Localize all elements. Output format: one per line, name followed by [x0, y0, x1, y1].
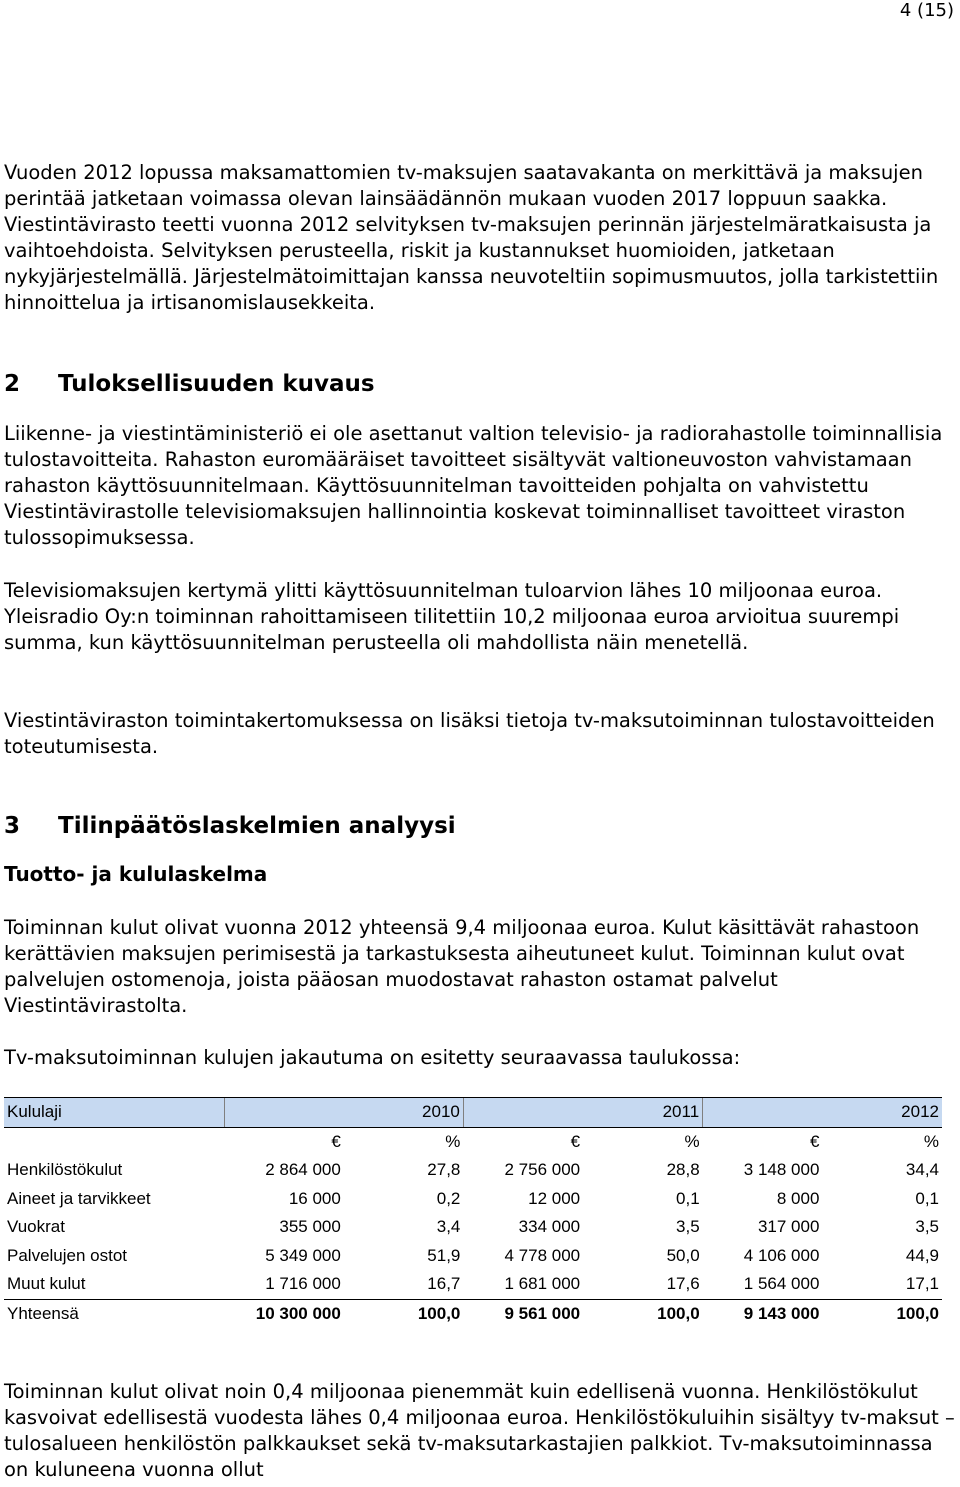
unit-euro: €: [331, 1131, 341, 1151]
table-cell: 2 756 000: [504, 1160, 581, 1180]
table-row: [4, 1185, 942, 1214]
table-cell: 50,0: [666, 1245, 700, 1265]
table-row: [4, 1213, 942, 1242]
unit-percent: %: [445, 1131, 461, 1151]
table-cell: 4 778 000: [504, 1245, 581, 1265]
page-number: 4 (15): [899, 0, 954, 21]
section-3-heading: [4, 812, 456, 840]
table-cell: 28,8: [666, 1160, 700, 1180]
table-row: [4, 1270, 942, 1299]
table-cell: 0,1: [915, 1188, 939, 1208]
unit-percent: %: [684, 1131, 700, 1151]
header-year-2010: 2010: [224, 1098, 463, 1128]
section-2-paragraph-3: Viestintäviraston toimintakertomuksessa on lisäksi tietoja tv-maksutoiminnan tulostavoitteiden toteutumisesta.: [4, 709, 935, 758]
total-cell: 9 143 000: [703, 1299, 823, 1328]
total-label: Yhteensä: [4, 1299, 224, 1328]
row-label: Aineet ja tarvikkeet: [7, 1188, 151, 1208]
table-row: [4, 1156, 942, 1185]
table-cell: 17,1: [905, 1274, 939, 1294]
table-cell: 3,5: [676, 1217, 700, 1237]
header-year-2012: 2012: [703, 1098, 942, 1128]
total-cell: 100,0: [822, 1299, 942, 1328]
table-cell: 355 000: [279, 1217, 341, 1237]
table-units-row: [4, 1127, 942, 1156]
table-cell: 0,1: [676, 1188, 700, 1208]
section-3-paragraph-2: Tv-maksutoiminnan kulujen jakautuma on esitetty seuraavassa taulukossa:: [4, 1046, 741, 1069]
table-cell: 16 000: [288, 1188, 341, 1208]
section-2-paragraph-2: Televisiomaksujen kertymä ylitti käyttösuunnitelman tuloarvion lähes 10 miljoonaa euroa. Yleisradio Oy:n toiminnan rahoittamiseen tilitettiin 10,2 miljoonaa euroa arvioitua suurempi summa, kun käyttösuunnitelman perusteella oli mahdollista näin menetellä.: [4, 579, 900, 654]
table-cell: 317 000: [757, 1217, 820, 1237]
unit-euro: €: [809, 1131, 820, 1151]
table-cell: 17,6: [666, 1274, 700, 1294]
total-cell: 9 561 000: [463, 1299, 583, 1328]
cost-distribution-table: [4, 1097, 942, 1328]
table-cell: 44,9: [905, 1245, 939, 1265]
table-cell: 0,2: [436, 1188, 461, 1208]
row-label: Vuokrat: [7, 1217, 65, 1237]
table-cell: 3 148 000: [743, 1160, 820, 1180]
table-cell: 27,8: [427, 1160, 461, 1180]
row-label: Palvelujen ostot: [7, 1245, 128, 1265]
table-cell: 1 681 000: [504, 1274, 581, 1294]
table-cell: 3,4: [436, 1217, 461, 1237]
total-cell: 100,0: [583, 1299, 703, 1328]
table-cell: 1 716 000: [265, 1274, 341, 1294]
unit-percent: %: [923, 1131, 939, 1151]
row-label: Muut kulut: [7, 1274, 86, 1294]
section-2-paragraph-1: Liikenne- ja viestintäministeriö ei ole asettanut valtion televisio- ja radiorahastolle toiminnallisia tulostavoitteita. Rahaston euromääräiset tavoitteet sisältyvät valtioneuvoston vahvistamaan rahaston käyttösuunnitelmaan. Käyttösuunnitelman tavoitteiden pohjalta on vahvistettu Viestintävirastolle televisiomaksujen hallinnointia koskevat toiminnalliset tavoitteet viraston tulossopimuksessa.: [4, 422, 943, 549]
table-row: [4, 1242, 942, 1271]
section-3-paragraph-1: Toiminnan kulut olivat vuonna 2012 yhteensä 9,4 miljoonaa euroa. Kulut käsittävät rahastoon kerättävien maksujen perimisestä ja tarkastuksesta aiheutuneet kulut. Toiminnan kulut ovat palvelujen ostomenoja, joista pääosan muodostavat rahaston ostamat palvelut Viestintävirastolta.: [4, 916, 920, 1017]
table-cell: 16,7: [427, 1274, 461, 1294]
total-cell: 10 300 000: [224, 1299, 344, 1328]
table-cell: 5 349 000: [265, 1245, 341, 1265]
header-year-2011: 2011: [463, 1098, 702, 1128]
row-label: Henkilöstökulut: [7, 1160, 123, 1180]
section-3-paragraph-3: Toiminnan kulut olivat noin 0,4 miljoonaa pienemmät kuin edellisenä vuonna. Henkilöstökulut kasvoivat edellisestä vuodesta lähes 0,4 miljoonaa euroa. Henkilöstökuluihin sisältyy tv-maksut –tulosalueen henkilöstön palkkaukset sekä tv-maksutarkastajien palkkiot. Tv-maksutoiminnassa on kuluneena vuonna ollut: [4, 1380, 955, 1481]
table-cell: [4, 1127, 224, 1156]
section-3-number: 3: [4, 813, 21, 839]
section-3-title: Tilinpäätöslaskelmien analyysi: [58, 813, 456, 839]
section-2-heading: [4, 370, 375, 398]
unit-euro: €: [570, 1131, 581, 1151]
table-cell: 2 864 000: [265, 1160, 341, 1180]
table-cell: 51,9: [427, 1245, 461, 1265]
intro-paragraph: Vuoden 2012 lopussa maksamattomien tv-maksujen saatavakanta on merkittävä ja maksujen perintää jatketaan voimassa olevan lainsäädännön mukaan vuoden 2017 loppuun saakka. Viestintävirasto teetti vuonna 2012 selvityksen tv-maksujen perinnän järjestelmäratkaisusta ja vaihtoehdoista. Selvityksen perusteella, riskit ja kustannukset huomioiden, jatketaan nykyjärjestelmällä. Järjestelmätoimittajan kanssa neuvoteltiin sopimusmuutos, jolla tarkistettiin hinnoittelua ja irtisanomislausekkeita.: [4, 161, 939, 314]
table-cell: 334 000: [518, 1217, 581, 1237]
table-header-row: [4, 1098, 942, 1128]
table-cell: 1 564 000: [743, 1274, 820, 1294]
table-cell: 12 000: [528, 1188, 581, 1208]
table-cell: 4 106 000: [743, 1245, 820, 1265]
table-cell: 3,5: [915, 1217, 939, 1237]
header-cost-type: Kululaji: [4, 1098, 224, 1128]
table-cell: 8 000: [776, 1188, 820, 1208]
table-cell: 34,4: [905, 1160, 939, 1180]
table-total-row: [4, 1299, 942, 1328]
total-cell: 100,0: [344, 1299, 464, 1328]
income-statement-subheading: Tuotto- ja kululaskelma: [4, 862, 268, 886]
section-2-number: 2: [4, 371, 21, 397]
section-2-title: Tuloksellisuuden kuvaus: [58, 371, 375, 397]
